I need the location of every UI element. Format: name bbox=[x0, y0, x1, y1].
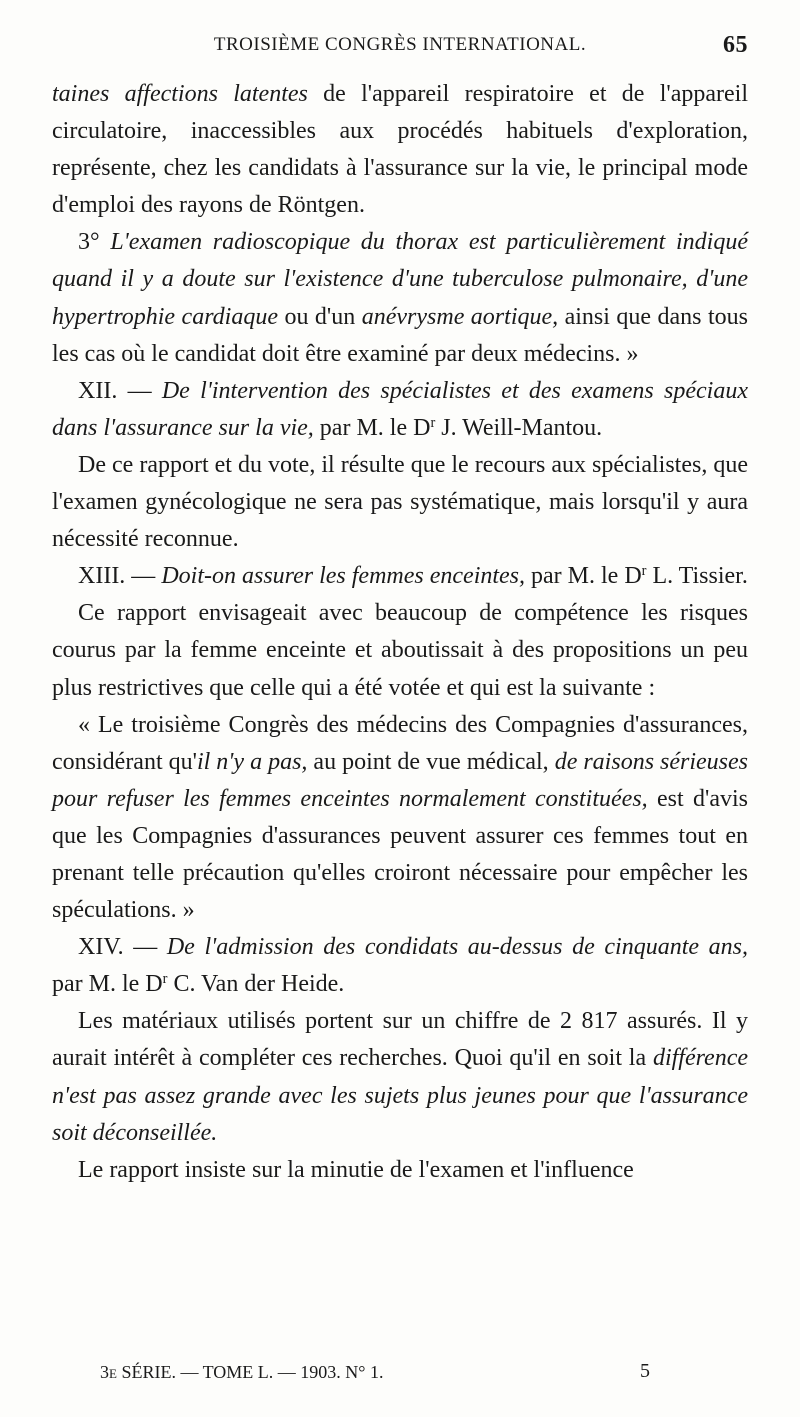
page-number: 65 bbox=[723, 32, 748, 58]
paragraph-vote-result: De ce rapport et du vote, il résulte que le recours aux spécialistes, que l'examen gynécologique ne sera pas systématique, mais lorsqu'il y aura nécessité reconnue. bbox=[52, 451, 748, 553]
page-header bbox=[52, 28, 748, 68]
body-text bbox=[52, 76, 748, 1189]
paragraph-continuation: taines affections latentes de l'appareil respiratoire et de l'appareil circulatoire, inaccessibles aux procédés habituels d'exploration, représente, chez les candidats à l'assurance sur la vie, le principal mode d'emploi des rayons de Röntgen. bbox=[52, 81, 748, 219]
section-xiv: XIV. — De l'admission des condidats au-dessus de cinquante ans, par M. le $D^r$ C. Van der Heide. bbox=[52, 934, 749, 998]
paragraph-point-3: 3° L'examen radioscopique du thorax est particulièrement indiqué quand il y a doute sur l'existence d'une tuberculose pulmonaire, d'une hypertrophie cardiaque ou d'un anévrysme aortique, ainsi que dans tous les cas où le candidat doit être examiné par deux médecins. » bbox=[52, 229, 748, 367]
section-xiii: XIII. — Doit-on assurer les femmes enceintes, par M. le $D^r$ L. Tissier. bbox=[78, 563, 748, 590]
paragraph-final-line: Le rapport insiste sur la minutie de l'examen et l'influence bbox=[78, 1156, 634, 1183]
signature-mark: 5 bbox=[640, 1360, 650, 1382]
series-line: 3e SÉRIE. — TOME L. — 1903. N° 1. bbox=[100, 1362, 384, 1382]
paragraph-materials: Les matériaux utilisés portent sur un chiffre de 2 817 assurés. Il y aurait intérêt à compléter ces recherches. Quoi qu'il en soit la différence n'est pas assez grande avec les sujets plus jeunes pour que l'assurance soit déconseillée. bbox=[52, 1008, 748, 1146]
paragraph-report-summary: Ce rapport envisageait avec beaucoup de compétence les risques courus par la femme enceinte et aboutissait à des propositions un peu plus restrictives que celle qui a été votée et qui est la suivante : bbox=[52, 600, 748, 701]
paragraph-resolution-quote: « Le troisième Congrès des médecins des Compagnies d'assurances, considérant qu'il n'y a pas, au point de vue médical, de raisons sérieuses pour refuser les femmes enceintes normalement constituées, est d'avis que les Compagnies d'assurances peuvent assurer ces femmes tout en prenant telle précaution qu'elles croiront nécessaire pour empêcher les spéculations. » bbox=[52, 711, 749, 924]
running-title: TROISIÈME CONGRÈS INTERNATIONAL. bbox=[213, 34, 587, 55]
section-xii: XII. — De l'intervention des spécialistes et des examens spéciaux dans l'assurance sur la vie, par M. le $D^r$ J. Weill-Mantou. bbox=[52, 377, 748, 441]
